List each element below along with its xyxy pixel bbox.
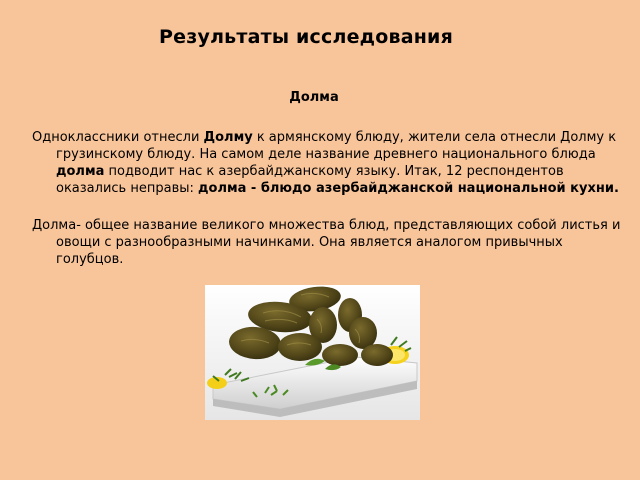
slide-title: Результаты исследования bbox=[159, 26, 453, 48]
definition-paragraph: Долма- общее название великого множества блюд, представляющих собой листья и овощи с разнообразными начинками. Она является аналогом привычных голубцов. bbox=[32, 218, 621, 267]
dish-subtitle: Долма bbox=[289, 90, 339, 105]
research-paragraph bbox=[32, 129, 622, 197]
paragraph-text: Одноклассники отнесли bbox=[32, 130, 204, 145]
paragraph-bold-text: Долму bbox=[203, 130, 253, 145]
paragraph-text: к армянскому блюду, жители села отнесли Долму к грузинскому блюду. На самом деле название древнего национального блюда bbox=[56, 130, 617, 162]
paragraph-bold-text: долма bbox=[56, 164, 105, 179]
dolma-photo bbox=[205, 285, 420, 420]
conclusion-bold-text: долма - блюдо азербайджанской национальной кухни. bbox=[198, 181, 619, 196]
paragraph-text: подводит нас к азербайджанскому языку. Итак, 12 респондентов оказались неправы: bbox=[56, 164, 564, 196]
